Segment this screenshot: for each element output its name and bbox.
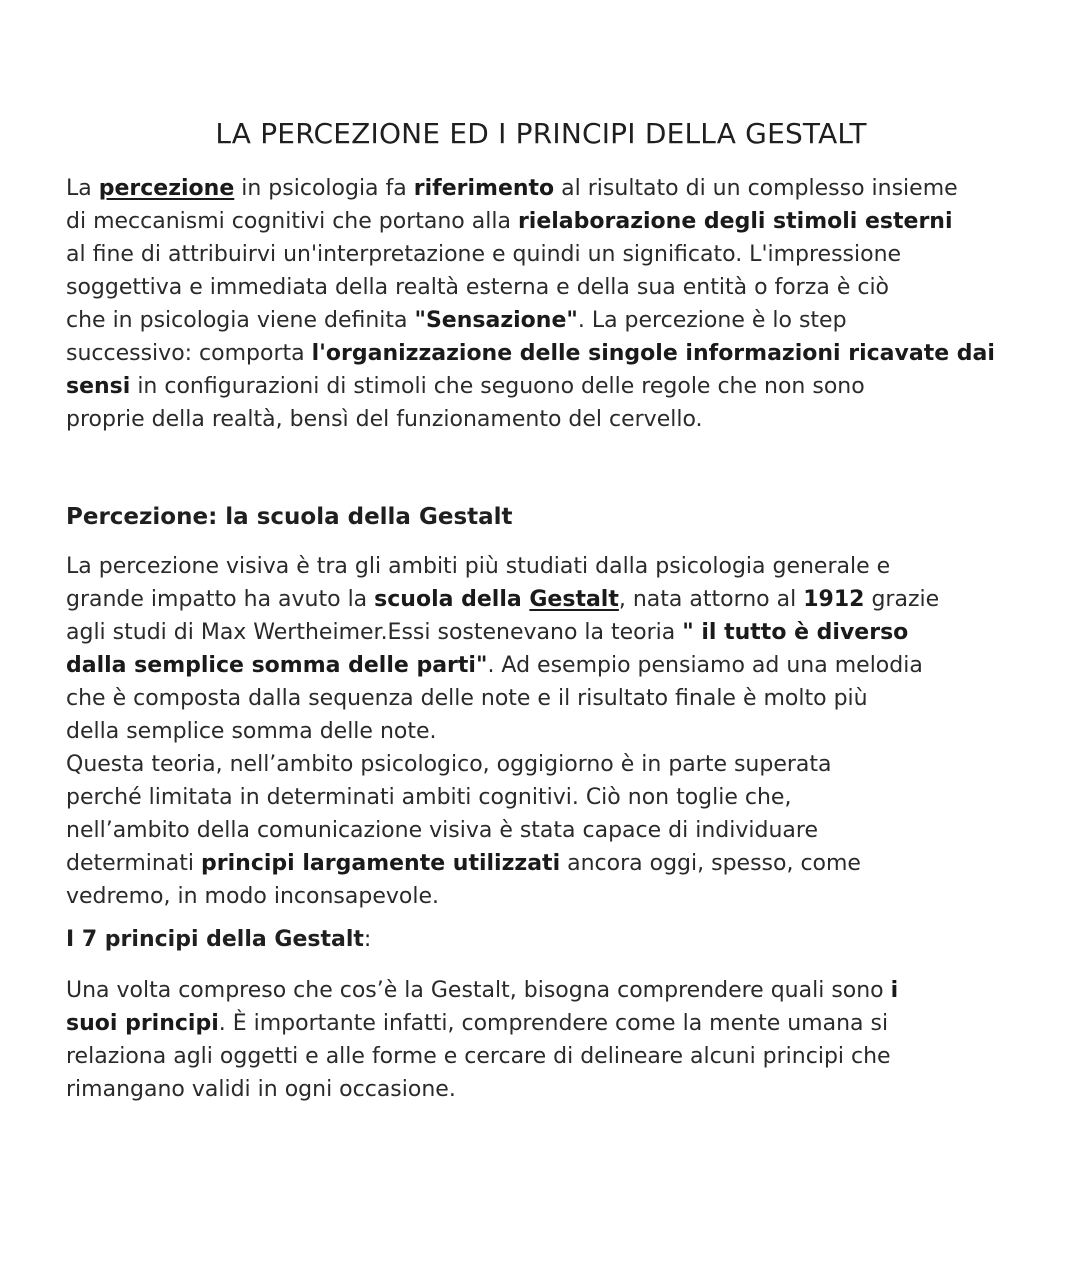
text-line [66, 205, 1016, 238]
text-line [66, 337, 1016, 370]
text-line [66, 847, 1016, 880]
text-line [66, 974, 1016, 1007]
intro-paragraph [66, 172, 1016, 436]
text-line: vedremo, in modo inconsapevole. [66, 884, 439, 909]
principles-paragraph [66, 974, 1016, 1106]
text-line [66, 1007, 1016, 1040]
text-run: agli studi di Max Wertheimer.Essi sostenevano la teoria [66, 620, 683, 645]
text-run: al risultato di un complesso insieme [554, 176, 958, 201]
text-line [66, 370, 1016, 403]
keyword-sensazione: "Sensazione" [414, 308, 578, 333]
text-run: La [66, 176, 99, 201]
text-line: perché limitata in determinati ambiti cognitivi. Ciò non toglie che, [66, 785, 792, 810]
text-run: in configurazioni di stimoli che seguono delle regole che non sono [130, 374, 865, 399]
keyword-suoi-principi: suoi principi [66, 1011, 219, 1036]
section-heading-gestalt-school: Percezione: la scuola della Gestalt [66, 504, 513, 530]
keyword-scuola: scuola della [374, 587, 530, 612]
text-run: ancora oggi, spesso, come [560, 851, 861, 876]
section-heading-seven-principles [66, 927, 371, 952]
text-line: proprie della realtà, bensì del funzionamento del cervello. [66, 407, 703, 432]
keyword-i: i [890, 978, 899, 1003]
keyword-principi: principi largamente utilizzati [201, 851, 561, 876]
keyword-rielaborazione: rielaborazione degli stimoli esterni [517, 209, 953, 234]
text-run: . È importante infatti, comprendere come la mente umana si [218, 1011, 889, 1036]
keyword-quote-end: dalla semplice somma delle parti" [66, 653, 488, 678]
page-title: LA PERCEZIONE ED I PRINCIPI DELLA GESTALT [215, 117, 867, 150]
heading-colon: : [363, 927, 372, 952]
keyword-gestalt: Gestalt [529, 587, 619, 612]
text-line: rimangano validi in ogni occasione. [66, 1077, 456, 1102]
text-run: , nata attorno al [618, 587, 804, 612]
text-line [66, 616, 1016, 649]
keyword-quote-start: " il tutto è diverso [682, 620, 909, 645]
text-line: relaziona agli oggetti e alle forme e cercare di delineare alcuni principi che [66, 1044, 891, 1069]
text-run: determinati [66, 851, 202, 876]
text-line [66, 649, 1016, 682]
text-line: La percezione visiva è tra gli ambiti più studiati dalla psicologia generale e [66, 554, 891, 579]
text-run: . Ad esempio pensiamo ad una melodia [487, 653, 923, 678]
text-line: che è composta dalla sequenza delle note e il risultato finale è molto più [66, 686, 868, 711]
keyword-percezione: percezione [98, 176, 235, 201]
text-run: grazie [864, 587, 940, 612]
keyword-year: 1912 [803, 587, 865, 612]
text-run: successivo: comporta [66, 341, 312, 366]
text-line: della semplice somma delle note. [66, 719, 437, 744]
text-run: di meccanismi cognitivi che portano alla [66, 209, 518, 234]
keyword-riferimento: riferimento [413, 176, 555, 201]
keyword-organizzazione: l'organizzazione delle singole informazioni ricavate dai [311, 341, 995, 366]
heading-bold-text: I 7 principi della Gestalt [66, 927, 364, 952]
text-run: Una volta compreso che cos’è la Gestalt, bisogna comprendere quali sono [66, 978, 891, 1003]
text-line [66, 583, 1016, 616]
text-line: Questa teoria, nell’ambito psicologico, oggigiorno è in parte superata [66, 752, 832, 777]
keyword-sensi: sensi [66, 374, 131, 399]
text-line: soggettiva e immediata della realtà esterna e della sua entità o forza è ciò [66, 275, 890, 300]
text-line: nell’ambito della comunicazione visiva è stata capace di individuare [66, 818, 818, 843]
text-run: . La percezione è lo step [577, 308, 847, 333]
text-line [66, 172, 1016, 205]
text-run: che in psicologia viene definita [66, 308, 415, 333]
text-line: al fine di attribuirvi un'interpretazione e quindi un significato. L'impressione [66, 242, 902, 267]
gestalt-school-paragraph [66, 550, 1016, 913]
text-run: in psicologia fa [234, 176, 414, 201]
text-run: grande impatto ha avuto la [66, 587, 375, 612]
text-line [66, 304, 1016, 337]
